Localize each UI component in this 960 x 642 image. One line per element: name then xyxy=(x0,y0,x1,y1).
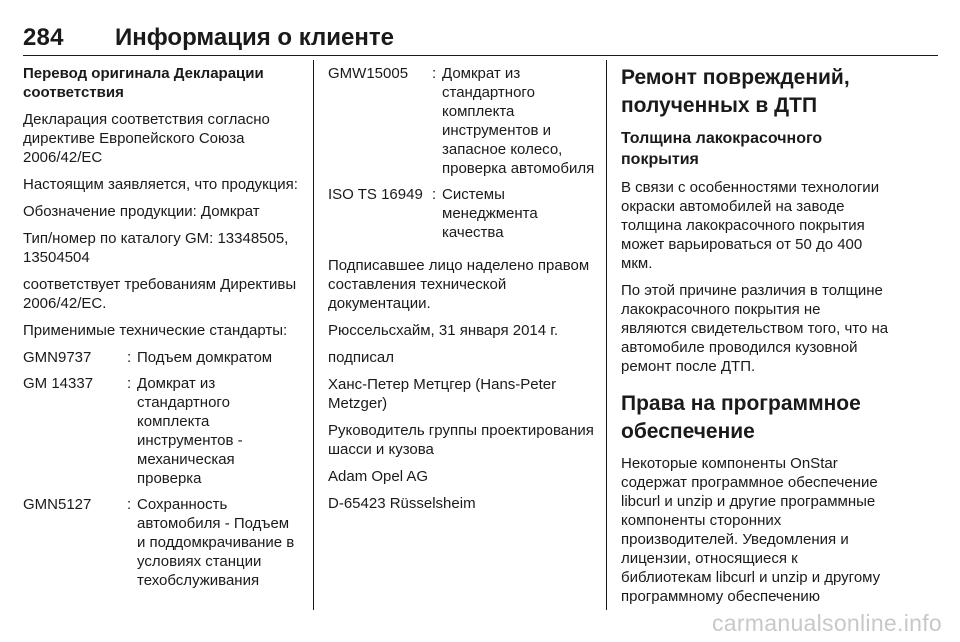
paragraph: Настоящим заявляется, что продукция: xyxy=(23,176,298,193)
paragraph: Тип/номер по каталогу GM: 13348505, 13504504 xyxy=(23,230,289,266)
standard-code: ISO TS 16949 xyxy=(328,186,423,203)
chapter-title: Информация о клиенте xyxy=(115,24,394,51)
page-number: 284 xyxy=(23,24,64,51)
standard-row xyxy=(23,374,299,488)
standard-description: Подъем домкратом xyxy=(137,349,273,366)
separator: : xyxy=(432,186,437,203)
standard-description: Сохранность автомобиля - Подъем и поддомкрачивание в условиях станции техобслуживания xyxy=(137,496,295,589)
separator: : xyxy=(127,349,132,366)
standard-description: Домкрат из стандартного комплекта инструментов и запасное колесо, проверка автомобиля xyxy=(442,65,595,177)
page-header xyxy=(23,22,938,56)
paragraph: Рюссельсхайм, 31 января 2014 г. xyxy=(328,322,559,339)
paragraph: По этой причине различия в толщине лакокрасочного покрытия не являются свидетельством того, что на автомобиле проводился кузовной ремонт после ДТП. xyxy=(621,282,889,375)
watermark: carmanualsonline.info xyxy=(711,610,942,636)
paragraph: Некоторые компоненты OnStar содержат программное обеспечение libcurl и unzip и другие программные компоненты сторонних производителей. Уведомления и лицензии, относящиеся к библиотекам libcurl и unzip и другому программному обеспечению xyxy=(621,455,881,605)
paragraph: соответствует требованиям Директивы 2006/42/EC. xyxy=(23,276,297,312)
column-3 xyxy=(621,64,889,614)
section-heading-accident-repair: Ремонт повреждений, полученных в ДТП xyxy=(621,66,850,117)
subheading-paint-thickness: Толщина лакокрасочного покрытия xyxy=(621,130,823,168)
paragraph: Обозначение продукции: Домкрат xyxy=(23,203,260,220)
standard-code: GM 14337 xyxy=(23,375,94,392)
paragraph: Применимые технические стандарты: xyxy=(23,322,288,339)
company-name: Adam Opel AG xyxy=(328,468,429,485)
standard-code: GMW15005 xyxy=(328,65,409,82)
declaration-heading: Перевод оригинала Декларации соответствия xyxy=(23,65,264,101)
signatory-title: Руководитель группы проектирования шасси и кузова xyxy=(328,422,594,458)
standard-row xyxy=(328,64,598,178)
paragraph: подписал xyxy=(328,349,394,366)
paragraph: Декларация соответствия согласно директиве Европейского Союза 2006/42/EC xyxy=(23,111,270,166)
standard-description: Системы менеджмента качества xyxy=(442,186,538,241)
standard-code: GMN5127 xyxy=(23,496,92,513)
separator: : xyxy=(432,65,437,82)
column-1 xyxy=(23,64,299,597)
signatory-name: Ханс-Петер Метцгер (Hans-Peter Metzger) xyxy=(328,376,557,412)
paragraph: В связи с особенностями технологии окраски автомобилей на заводе толщина лакокрасочного покрытия может варьироваться от 50 до 400 мкм. xyxy=(621,179,880,272)
standard-row xyxy=(328,185,598,242)
standard-description: Домкрат из стандартного комплекта инструментов - механическая проверка xyxy=(137,375,243,487)
column-divider-2 xyxy=(606,60,607,610)
company-address: D-65423 Rüsselsheim xyxy=(328,495,476,512)
standard-row xyxy=(23,495,299,590)
paragraph: Подписавшее лицо наделено правом составления технической документации. xyxy=(328,257,590,312)
separator: : xyxy=(127,496,132,513)
column-2 xyxy=(328,64,598,521)
separator: : xyxy=(127,375,132,392)
standard-row xyxy=(23,348,299,367)
section-heading-software-rights: Права на программное обеспечение xyxy=(621,392,861,443)
standard-code: GMN9737 xyxy=(23,349,92,366)
column-divider-1 xyxy=(313,60,314,610)
